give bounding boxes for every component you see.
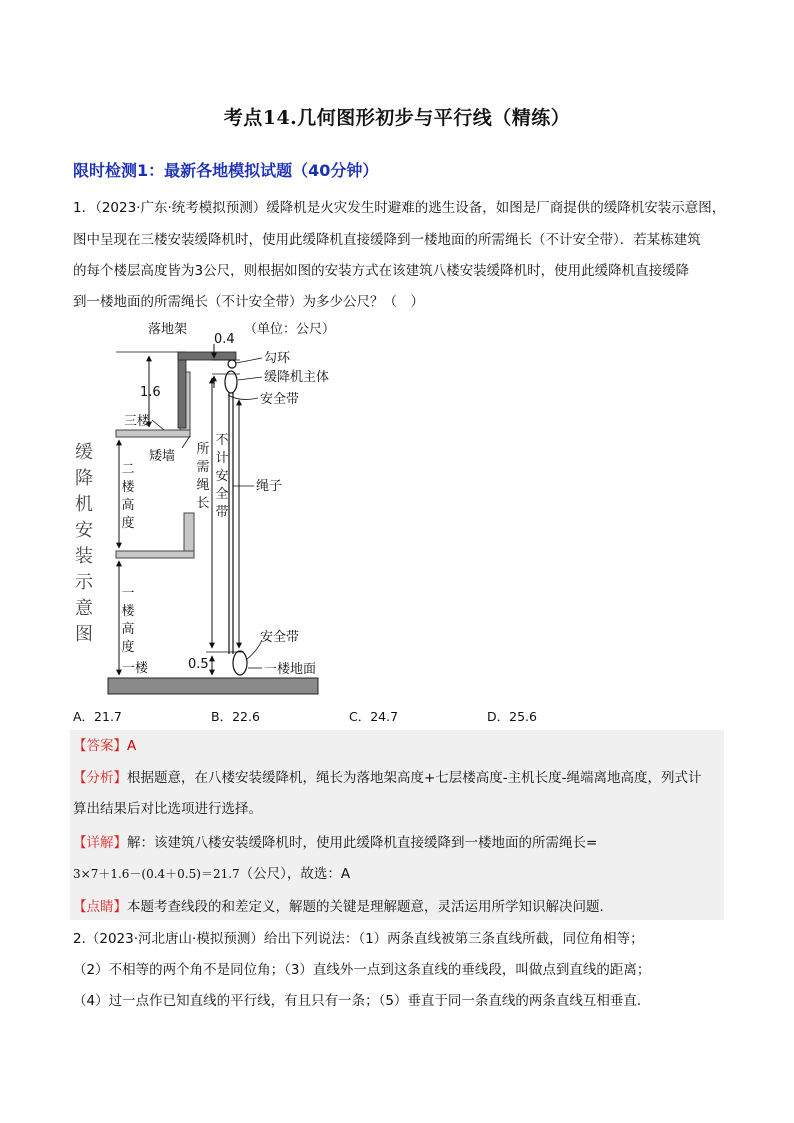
question1-line: 的每个楼层高度皆为3公尺，则根据如图的安装方式在该建筑八楼安装缓降机时，使用此缓降机直接缓降: [73, 263, 690, 279]
label-landing-frame: 落地架: [148, 322, 188, 337]
label-short-wall: 矮墙: [149, 449, 176, 464]
safety-belt-bottom: [233, 651, 247, 675]
svg-text:一: 一: [121, 586, 135, 601]
question1-line: 到一楼地面的所需绳长（不计安全带）为多少公尺？（ ）: [73, 294, 424, 310]
label-rope: 绳子: [256, 479, 283, 494]
label-first-floor: 一楼: [122, 661, 149, 676]
svg-text:二: 二: [121, 462, 135, 477]
side-title-char: 意: [75, 598, 93, 619]
solution-box: [70, 730, 724, 920]
section-title: 限时检测1：最新各地模拟试题（40分钟）: [73, 161, 379, 180]
ground-slab: [108, 678, 318, 694]
label-safety-belt-bottom: 安全带: [260, 630, 300, 645]
svg-text:度: 度: [121, 516, 135, 531]
question2-line: （4）过一点作已知直线的平行线，有且只有一条；（5）垂直于同一条直线的两条直线互相垂直．: [73, 993, 651, 1009]
svg-text:需: 需: [196, 460, 210, 475]
side-title-char: 缓: [75, 442, 93, 463]
label-floor2-height: [121, 462, 135, 531]
label-third-floor: 三楼: [124, 414, 151, 429]
detail-line: [73, 833, 597, 853]
svg-text:绳: 绳: [196, 478, 210, 493]
answer-line: [73, 736, 136, 756]
svg-text:全: 全: [215, 487, 229, 502]
question1-line: 图中呈现在三楼安装缓降机时，使用此缓降机直接缓降到一楼地面的所需绳长（不计安全带）．若某栋建筑: [73, 232, 701, 248]
svg-text:带: 带: [215, 505, 229, 520]
detail-text: 解：该建筑八楼安装缓降机时，使用此缓降机直接缓降到一楼地面的所需绳长=: [127, 835, 598, 851]
analysis-text: 根据题意，在八楼安装缓降机，绳长为落地架高度+七层楼高度-主机长度-绳端离地高度，列式计: [127, 770, 702, 786]
label-0-5: 0.5: [188, 657, 209, 672]
side-title-char: 降: [75, 468, 93, 489]
svg-text:不: 不: [215, 433, 229, 448]
analysis-line-2: 算出结果后对比选项进行选择。: [73, 801, 262, 817]
option-b[interactable]: B．22.6: [211, 709, 260, 724]
label-no-belt: [215, 433, 228, 520]
comment-text: 本题考查线段的和差定义，解题的关键是理解题意，灵活运用所学知识解决问题．: [127, 899, 613, 915]
svg-text:计: 计: [215, 451, 229, 466]
landing-frame-post: [178, 352, 186, 428]
svg-text:长: 长: [196, 496, 210, 511]
option-c[interactable]: C．24.7: [349, 709, 399, 724]
hook: [228, 360, 236, 368]
label-main-body: 缓降机主体: [264, 370, 330, 385]
comment-line: [73, 897, 613, 917]
option-a[interactable]: A．21.7: [73, 709, 122, 724]
side-title-char: 机: [75, 494, 93, 515]
svg-text:楼: 楼: [121, 604, 135, 619]
analysis-tag: 【分析】: [73, 770, 127, 786]
svg-text:度: 度: [121, 640, 135, 655]
diagram-side-title: [75, 442, 94, 645]
side-title-char: 安: [75, 520, 93, 541]
svg-text:安: 安: [215, 469, 229, 484]
answer-tag: 【答案】: [73, 738, 127, 754]
label-hook: 勾环: [264, 351, 291, 366]
formula: 3×7＋1.6－(0.4＋0.5)＝21.7: [73, 867, 240, 881]
question1-line: 1．（2023·广东·统考模拟预测）缓降机是火灾发生时避难的逃生设备，如图是厂商提供的缓降机安装示意图，: [73, 200, 726, 216]
question2-line: （2）不相等的两个角不是同位角；（3）直线外一点到这条直线的垂线段，叫做点到直线的距离；: [73, 962, 651, 978]
label-safety-belt-top: 安全带: [260, 392, 300, 407]
comment-tag: 【点睛】: [73, 899, 127, 915]
side-title-char: 装: [75, 546, 93, 567]
label-first-floor-ground: 一楼地面: [264, 662, 317, 677]
option-d[interactable]: D．25.6: [487, 709, 537, 724]
short-wall-2f: [184, 513, 194, 551]
side-title-char: 图: [75, 624, 93, 645]
formula-line: [73, 864, 350, 884]
label-1-6: 1.6: [140, 385, 161, 400]
detail-tag: 【详解】: [73, 835, 127, 851]
side-title-char: 示: [75, 572, 93, 593]
formula-tail: （公尺），故选：A: [239, 866, 351, 882]
label-unit: （单位：公尺）: [244, 322, 336, 337]
third-floor-slab: [116, 430, 190, 437]
landing-frame-arm: [178, 352, 236, 360]
second-floor-slab: [116, 551, 194, 558]
svg-text:楼: 楼: [121, 480, 135, 495]
svg-text:高: 高: [121, 622, 135, 637]
svg-text:所: 所: [196, 442, 210, 457]
page-title: 考点14.几何图形初步与平行线（精练）: [223, 107, 571, 129]
question2-line: 2.（2023·河北唐山·模拟预测）给出下列说法：（1）两条直线被第三条直线所截，同位角相等；: [73, 931, 644, 947]
answer-value: A: [127, 738, 137, 754]
label-floor1-height: [121, 586, 135, 655]
label-0-4: 0.4: [214, 332, 235, 347]
analysis-line: [73, 768, 702, 788]
label-needed-rope: [196, 442, 209, 511]
svg-text:高: 高: [121, 498, 135, 513]
